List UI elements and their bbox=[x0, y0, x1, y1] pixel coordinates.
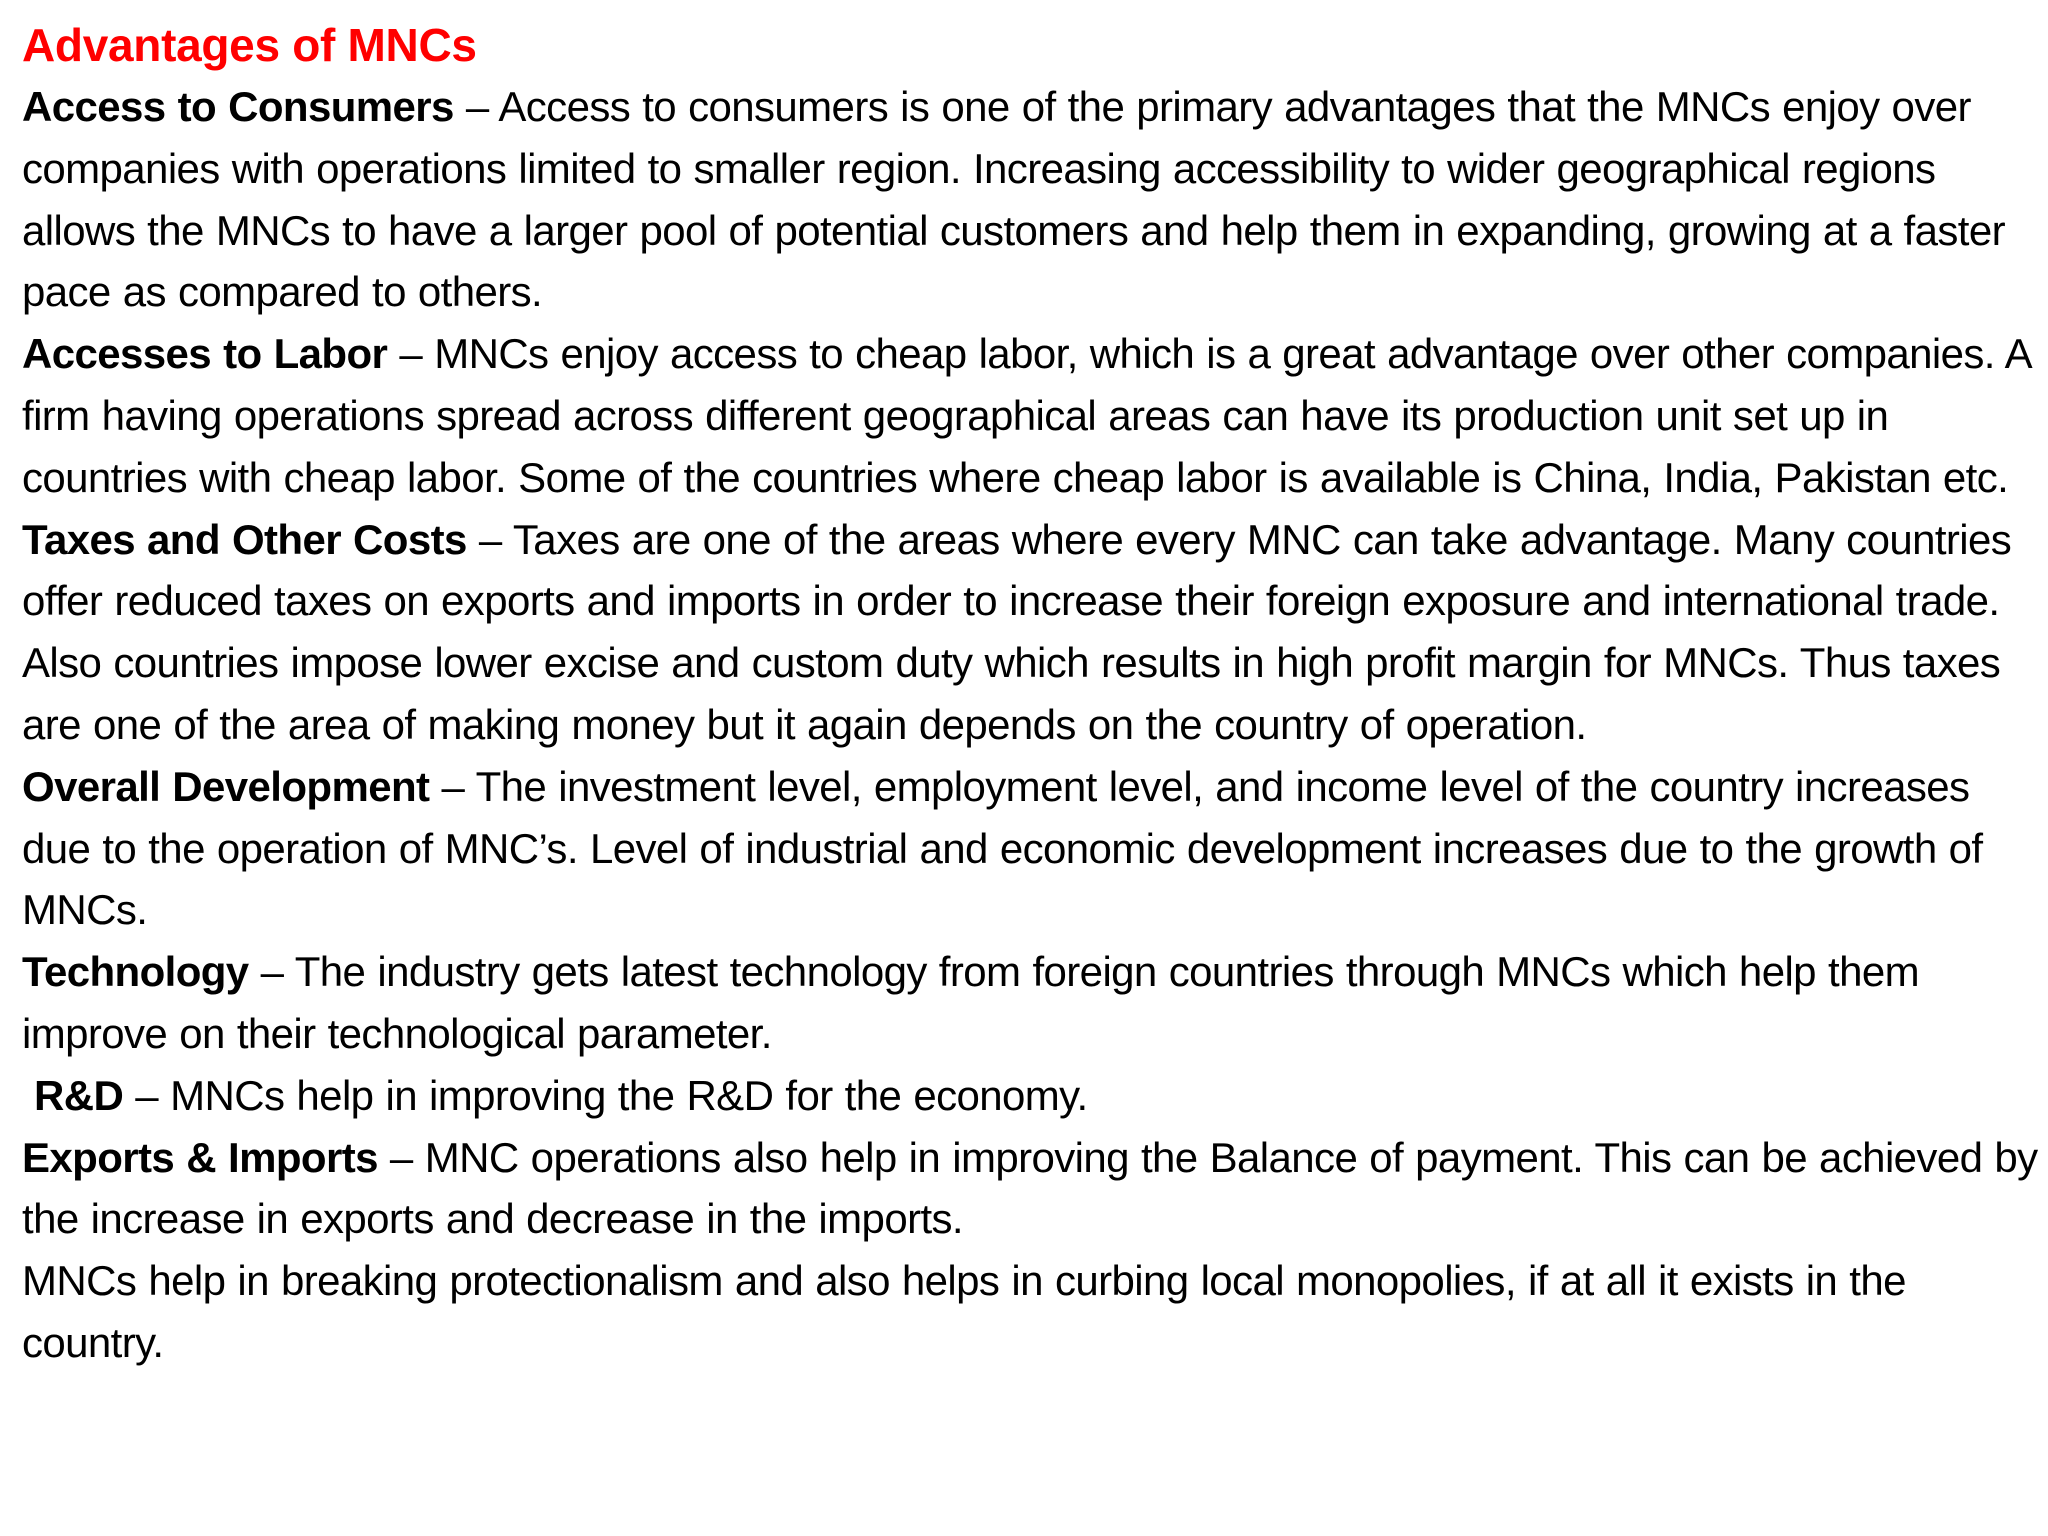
section-separator: – bbox=[429, 762, 476, 810]
section-text: Taxes are one of the areas where every MNC can take advantage. Many countries offer reduced taxes on exports and imports in order to increase their foreign exposure and international trade. Also countries impose lower excise and custom duty which results in high profit margin for MNCs. Thus taxes are one of the area of making money but it again depends on the country of operation. bbox=[22, 515, 2012, 748]
section-separator: – bbox=[377, 1133, 425, 1181]
section-text: The investment level, employment level, and income level of the country increases due to the operation of MNC’s. Level of industrial and economic development increases due to the growth of MNCs. bbox=[22, 762, 1983, 934]
section-text: MNCs enjoy access to cheap labor, which is a great advantage over other companies. A firm having operations spread across different geographical areas can have its production unit set up in countries with cheap labor. Some of the countries where cheap labor is available is China, India, Pakistan etc. bbox=[22, 330, 2030, 501]
section-text: MNC operations also help in improving the Balance of payment. This can be achieved by the increase in exports and decrease in the imports. bbox=[22, 1133, 2038, 1243]
section-technology bbox=[22, 941, 2038, 1065]
section-text: Access to consumers is one of the primary advantages that the MNCs enjoy over companies with operations limited to smaller region. Increasing accessibility to wider geographical regions allows the MNCs to have a larger pool of potential customers and help them in expanding, growing at a faster pace as compared to others. bbox=[22, 83, 2005, 316]
slide-body bbox=[22, 76, 2038, 1374]
section-overall-development bbox=[22, 756, 2038, 941]
section-term: Exports & Imports bbox=[22, 1133, 378, 1181]
section-access-to-consumers bbox=[22, 76, 2038, 323]
section-term: Taxes and Other Costs bbox=[22, 515, 467, 563]
section-exports-and-imports bbox=[22, 1127, 2038, 1251]
section-separator: – bbox=[466, 515, 513, 563]
section-separator: – bbox=[453, 83, 499, 130]
section-taxes-and-other-costs bbox=[22, 509, 2038, 756]
section-separator: – bbox=[387, 330, 435, 378]
section-term: Accesses to Labor bbox=[22, 330, 388, 378]
slide-title: Advantages of MNCs bbox=[22, 19, 477, 71]
section-r-and-d bbox=[22, 1065, 2038, 1127]
section-term: R&D bbox=[34, 1071, 124, 1119]
section-term: Technology bbox=[22, 948, 249, 996]
section-term: Overall Development bbox=[22, 762, 430, 810]
section-access-to-labor bbox=[22, 323, 2038, 508]
section-text: The industry gets latest technology from foreign countries through MNCs which help them improve on their technological parameter. bbox=[22, 948, 1919, 1057]
section-separator: – bbox=[248, 948, 295, 996]
closing-paragraph: MNCs help in breaking protectionalism and also helps in curbing local monopolies, if at all it exists in the country. bbox=[22, 1257, 1906, 1366]
section-text: MNCs help in improving the R&D for the economy. bbox=[170, 1071, 1088, 1119]
section-separator: – bbox=[123, 1071, 171, 1119]
section-term: Access to Consumers bbox=[22, 83, 454, 130]
